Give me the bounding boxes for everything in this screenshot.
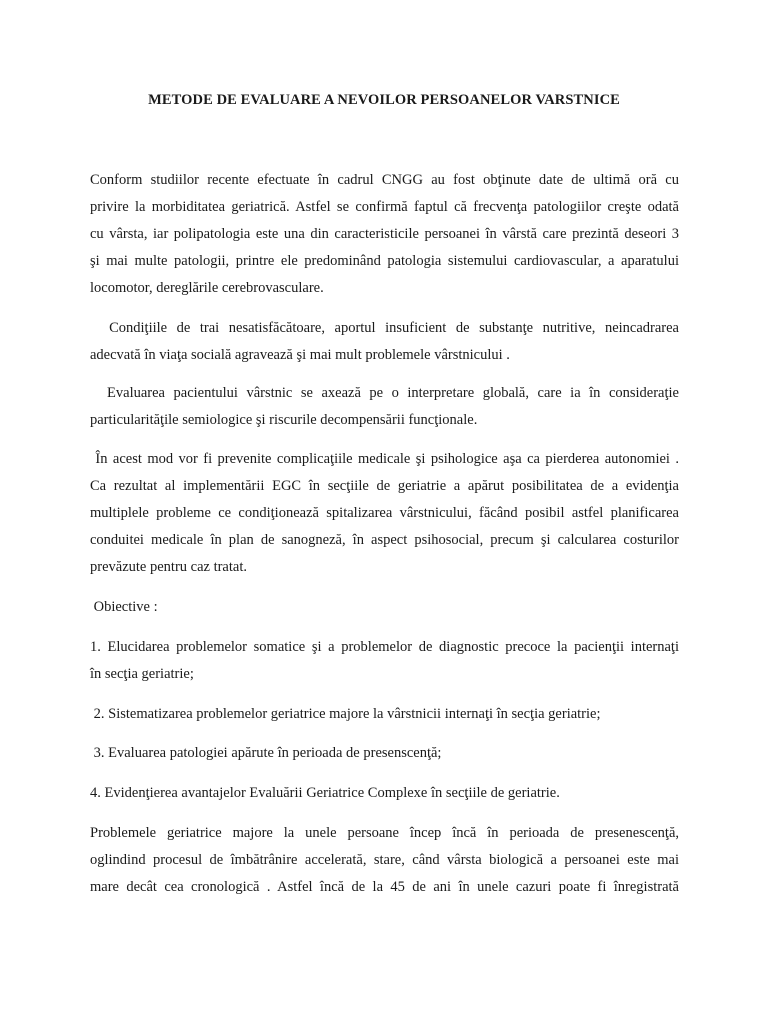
- text-line: şi mai multe patologii, printre ele predominând patologia sistemului cardiovascular, a aparatului: [90, 253, 679, 269]
- text-line: locomotor, dereglările cerebrovasculare.: [90, 280, 324, 296]
- paragraph-egc: [90, 446, 679, 581]
- text-line: Ca rezultat al implementării EGC în secţiile de geriatrie a apărut posibilitatea de a evidenţia: [90, 478, 679, 494]
- paragraph-intro: [90, 167, 679, 302]
- text-line: cu vârsta, iar polipatologia este una din caracteristicile persoanei în vârstă care prezintă deseori 3: [90, 226, 679, 242]
- objective-2: 2. Sistematizarea problemelor geriatrice majore la vârstnicii internaţi în secţia geriatrie;: [90, 706, 601, 722]
- text-line: în secţia geriatrie;: [90, 666, 194, 682]
- text-line: conduitei medicale în plan de sanogneză, în aspect psihosocial, precum şi calcularea costurilor: [90, 532, 679, 548]
- text-line: multiplele probleme ce condiţionează spitalizarea vârstnicului, făcând posibil astfel planificarea: [90, 505, 679, 521]
- text-line: Problemele geriatrice majore la unele persoane încep încă în perioada de presenescenţă,: [90, 825, 679, 841]
- text-line: adecvată în viaţa socială agravează şi mai mult problemele vârstnicului .: [90, 347, 510, 363]
- document-title: METODE DE EVALUARE A NEVOILOR PERSOANELOR VARSTNICE: [148, 92, 620, 108]
- objectives-heading: Obiective :: [90, 599, 158, 615]
- objective-1: [90, 634, 679, 688]
- text-line: oglindind procesul de îmbătrânire accelerată, stare, când vârsta biologică a persoanei este mai: [90, 852, 679, 868]
- paragraph-living-conditions: [90, 315, 679, 369]
- text-line: În acest mod vor fi prevenite complicaţiile medicale şi psihologice aşa ca pierderea autonomiei .: [90, 451, 679, 467]
- text-line: 1. Elucidarea problemelor somatice şi a problemelor de diagnostic precoce la pacienţii internaţi: [90, 639, 679, 655]
- paragraph-geriatric-problems: [90, 820, 679, 901]
- text-line: Conform studiilor recente efectuate în cadrul CNGG au fost obţinute date de ultimă oră cu: [90, 172, 679, 188]
- objective-4: 4. Evidenţierea avantajelor Evaluării Geriatrice Complexe în secţiile de geriatrie.: [90, 785, 560, 801]
- text-line: privire la morbiditatea geriatrică. Astfel se confirmă faptul că frecvenţa patologiilor creşte odată: [90, 199, 679, 215]
- text-line: prevăzute pentru caz tratat.: [90, 559, 247, 575]
- paragraph-evaluation: [90, 380, 679, 434]
- text-line: Condiţiile de trai nesatisfăcătoare, aportul insuficient de substanţe nutritive, neincadrarea: [90, 320, 679, 336]
- text-line: mare decât cea cronologică . Astfel încă de la 45 de ani în unele cazuri poate fi înregistrată: [90, 879, 679, 895]
- text-line: particularităţile semiologice şi riscurile decompensării funcţionale.: [90, 412, 478, 428]
- text-line: Evaluarea pacientului vârstnic se axează pe o interpretare globală, care ia în consideraţie: [90, 385, 679, 401]
- objective-3: 3. Evaluarea patologiei apărute în perioada de presenscenţă;: [90, 745, 442, 761]
